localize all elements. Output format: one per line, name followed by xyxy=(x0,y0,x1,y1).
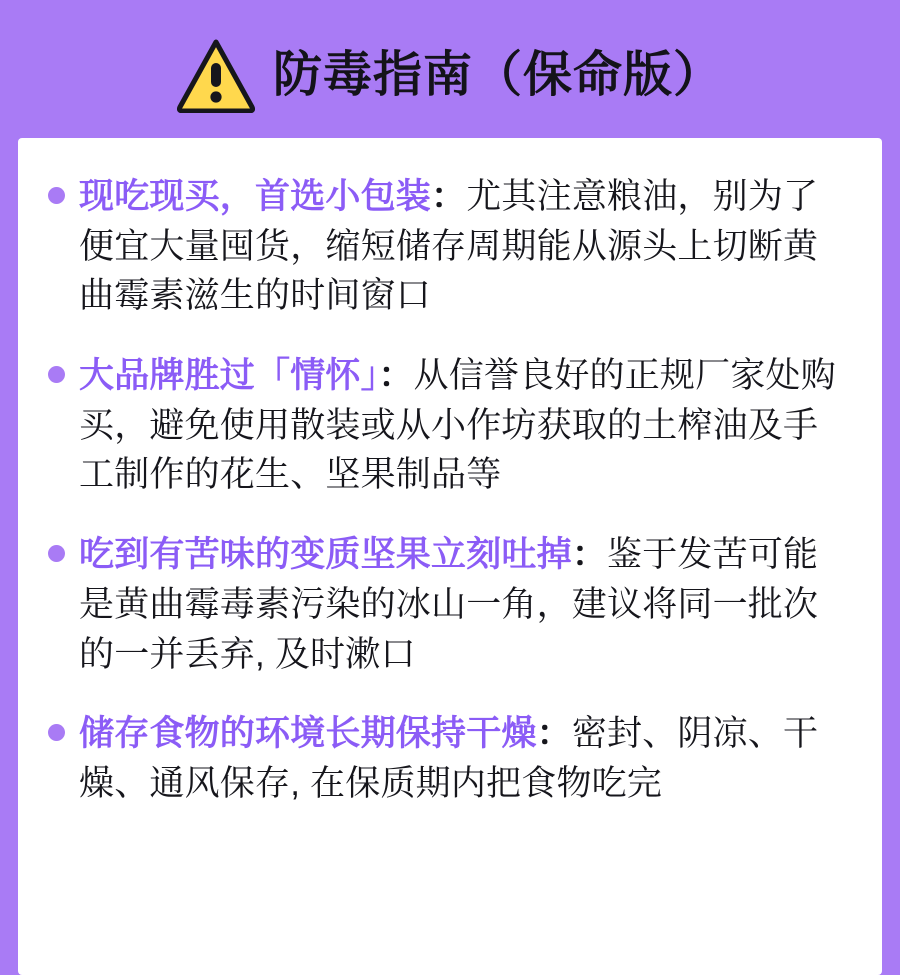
list-item xyxy=(48,709,846,808)
tip-body: 密封、阴凉、干燥、通风保存, 在保质期内把食物吃完 xyxy=(79,714,819,803)
tip-label: 吃到有苦味的变质坚果立刻吐掉 xyxy=(79,535,572,575)
tip-label: 储存食物的环境长期保持干燥 xyxy=(79,714,537,754)
tip-colon: ： xyxy=(571,535,608,575)
tip-colon: ： xyxy=(378,356,414,396)
tip-body: 鉴于发苦可能是黄曲霉毒素污染的冰山一角，建议将同一批次的一并丢弃, 及时漱口 xyxy=(79,535,819,674)
tip-colon: ： xyxy=(536,714,572,754)
bullet-icon xyxy=(48,724,65,741)
bullet-icon xyxy=(48,187,65,204)
list-item xyxy=(48,530,846,679)
list-item xyxy=(48,351,846,500)
list-item xyxy=(48,172,846,321)
tip-text xyxy=(79,172,846,321)
page-title: 防毒指南（保命版） xyxy=(272,48,723,103)
tip-body: 尤其注意粮油，别为了便宜大量囤货，缩短储存周期能从源头上切断黄曲霉素滋生的时间窗口 xyxy=(79,177,819,316)
card-header xyxy=(18,22,882,138)
bullet-icon xyxy=(48,366,65,383)
bullet-icon xyxy=(48,545,65,562)
tip-body: 从信誉良好的正规厂家处购买，避免使用散装或从小作坊获取的土榨油及手工制作的花生、坚果制品等 xyxy=(79,356,836,495)
tip-label: 现吃现买，首选小包装 xyxy=(79,177,432,216)
tip-label: 大品牌胜过「情怀」 xyxy=(79,356,379,396)
tip-colon: ： xyxy=(431,177,467,216)
warning-triangle-icon xyxy=(177,39,255,113)
tip-text xyxy=(79,351,846,500)
tip-text xyxy=(79,709,846,808)
tip-text xyxy=(79,530,846,679)
tips-panel xyxy=(18,138,882,975)
